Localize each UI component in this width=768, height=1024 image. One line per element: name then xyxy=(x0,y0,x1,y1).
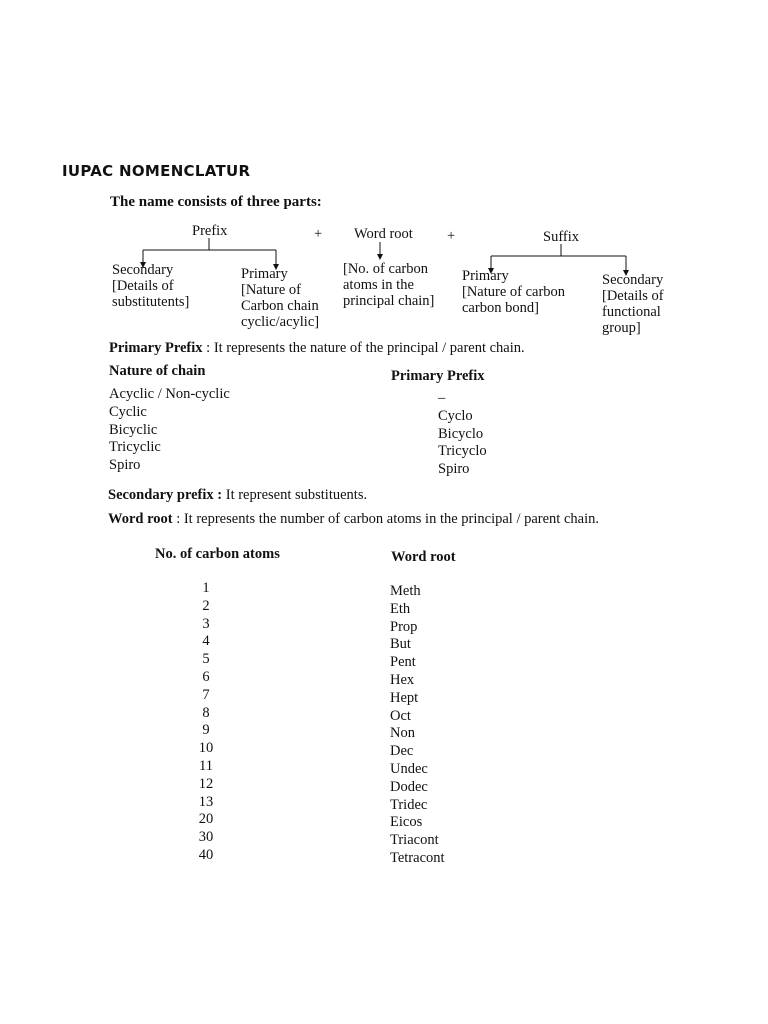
list-item: 40 xyxy=(198,846,214,863)
list-item: Bicyclo xyxy=(438,425,484,442)
list-item: Pent xyxy=(390,654,416,671)
carbon-count-list xyxy=(196,580,216,865)
list-item: Acyclic / Non-cyclic xyxy=(109,386,230,402)
list-item: Dodec xyxy=(390,778,428,795)
list-item: Dec xyxy=(390,743,414,760)
nature-of-chain-header: Nature of chain xyxy=(109,363,206,379)
primary-prefix-header: Primary Prefix xyxy=(391,368,485,384)
list-item: 10 xyxy=(198,740,214,757)
suffix-label: Suffix xyxy=(543,229,579,245)
list-item: 5 xyxy=(202,651,210,668)
list-item: Tridec xyxy=(390,796,428,813)
list-item: Eth xyxy=(390,600,411,617)
list-item: Tricyclic xyxy=(109,439,161,456)
plus-sign-1: + xyxy=(314,226,323,242)
list-item: 20 xyxy=(198,811,214,828)
suffix-secondary-desc: Secondary [Details of functional group] xyxy=(602,272,664,336)
primary-prefix-term: Primary Prefix xyxy=(109,340,203,356)
list-item: 11 xyxy=(199,757,213,774)
secondary-prefix-term: Secondary prefix : xyxy=(108,487,223,503)
primary-prefix-text: : It represents the nature of the principal / parent chain. xyxy=(202,340,525,356)
list-item: 4 xyxy=(202,633,210,650)
list-item: 6 xyxy=(202,668,210,685)
list-item: 30 xyxy=(198,829,214,846)
prefix-secondary-desc: Secondary [Details of substitutents] xyxy=(112,262,190,310)
list-item: Undec xyxy=(390,760,428,777)
list-item: But xyxy=(390,636,411,653)
list-item: Tetracont xyxy=(390,849,445,866)
secondary-prefix-definition xyxy=(108,487,367,503)
list-item: Cyclic xyxy=(109,403,147,420)
list-item: Tricyclo xyxy=(438,443,487,460)
prefix-list xyxy=(438,390,487,479)
list-item: 8 xyxy=(202,704,210,721)
word-root-text: : It represents the number of carbon atoms in the principal / parent chain. xyxy=(172,511,599,527)
list-item: Meth xyxy=(390,583,421,599)
list-item: Hex xyxy=(390,671,415,688)
list-item: Cyclo xyxy=(438,407,473,424)
word-root-definition xyxy=(108,511,599,527)
list-item: 7 xyxy=(202,686,210,703)
word-root-desc: [No. of carbon atoms in the principal chain] xyxy=(343,261,435,309)
page-title: IUPAC NOMENCLATUR xyxy=(62,162,251,180)
list-item: Bicyclic xyxy=(109,421,158,438)
list-item: Non xyxy=(390,725,415,742)
list-item: 9 xyxy=(202,722,210,739)
suffix-primary-desc: Primary [Nature of carbon carbon bond] xyxy=(462,268,566,316)
word-root-list xyxy=(390,583,445,868)
prefix-primary-desc: Primary [Nature of Carbon chain cyclic/acylic] xyxy=(241,266,320,330)
list-item: Eicos xyxy=(390,814,423,831)
secondary-prefix-text: It represent substituents. xyxy=(222,487,368,503)
list-item: Spiro xyxy=(438,461,470,478)
list-item: Hept xyxy=(390,689,419,706)
list-item: 13 xyxy=(198,793,214,810)
list-item: 1 xyxy=(202,580,210,596)
word-root-label: Word root xyxy=(354,226,413,242)
list-item: Oct xyxy=(390,707,411,724)
intro-heading: The name consists of three parts: xyxy=(110,194,322,210)
prefix-label: Prefix xyxy=(192,223,228,239)
list-item: Prop xyxy=(390,618,418,635)
chain-list xyxy=(109,386,230,475)
word-root-header: Word root xyxy=(391,549,456,565)
list-item: 3 xyxy=(202,615,210,632)
plus-sign-2: + xyxy=(447,228,456,244)
primary-prefix-definition xyxy=(109,340,525,356)
list-item: Triacont xyxy=(390,832,439,849)
list-item: – xyxy=(438,390,446,406)
list-item: Spiro xyxy=(109,457,141,474)
word-root-term: Word root xyxy=(108,511,173,527)
carbon-count-header: No. of carbon atoms xyxy=(155,546,280,562)
list-item: 12 xyxy=(198,775,214,792)
list-item: 2 xyxy=(202,597,210,614)
